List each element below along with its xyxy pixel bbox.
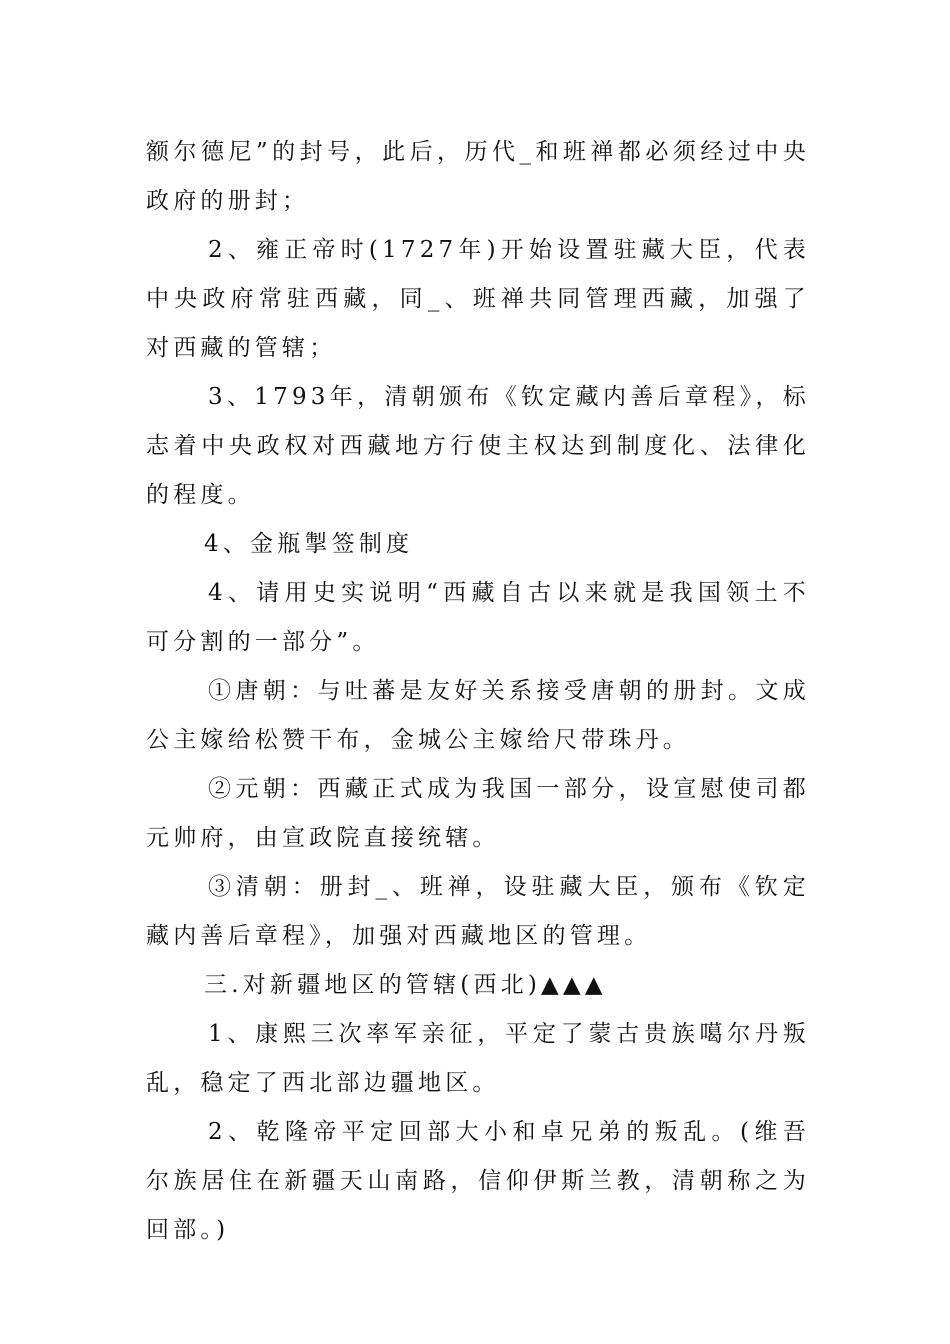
paragraph-question-tibet: 4、请用史实说明“西藏自古以来就是我国领土不可分割的一部分”。: [146, 580, 810, 655]
document-page: [146, 128, 810, 1255]
section-heading-xinjiang: 三.对新疆地区的管辖(西北)▲▲▲: [204, 972, 607, 998]
paragraph-tibet-title-continuation: 额尔德尼”的封号，此后，历代_和班禅都必须经过中央政府的册封；: [146, 139, 810, 214]
paragraph-golden-urn: 4、金瓶掣签制度: [204, 531, 414, 557]
paragraph-kangxi-galdan: 1、康熙三次率军亲征，平定了蒙古贵族噶尔丹叛乱，稳定了西北部边疆地区。: [146, 1021, 810, 1096]
paragraph-1793-regulations: 3、1793年，清朝颁布《钦定藏内善后章程》，标志着中央政权对西藏地方行使主权达到制度化、法律化的程度。: [146, 384, 810, 508]
paragraph-qing-dynasty: ③清朝：册封_、班禅，设驻藏大臣，颁布《钦定藏内善后章程》，加强对西藏地区的管理。: [146, 874, 810, 949]
paragraph-yongzheng-amban: 2、雍正帝时(1727年)开始设置驻藏大臣，代表中央政府常驻西藏，同_、班禅共同管理西藏，加强了对西藏的管辖；: [146, 237, 810, 361]
paragraph-yuan-dynasty: ②元朝：西藏正式成为我国一部分，设宣慰使司都元帅府，由宣政院直接统辖。: [146, 776, 810, 851]
paragraph-qianlong-khoja: 2、乾隆帝平定回部大小和卓兄弟的叛乱。(维吾尔族居住在新疆天山南路，信仰伊斯兰教，清朝称之为回部。): [146, 1119, 810, 1243]
paragraph-tang-dynasty: ①唐朝：与吐蕃是友好关系接受唐朝的册封。文成公主嫁给松赞干布，金城公主嫁给尺带珠丹。: [146, 678, 810, 753]
